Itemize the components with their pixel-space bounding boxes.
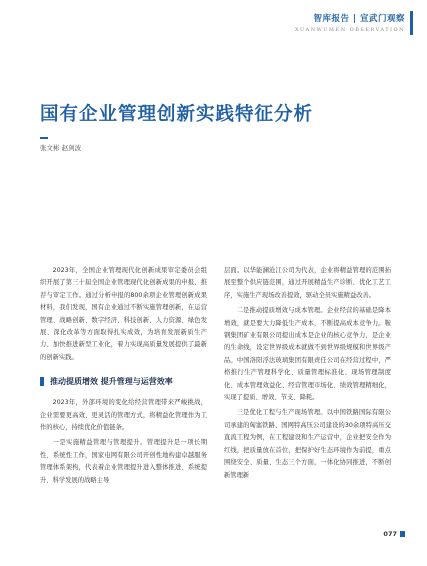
- section-subhead: [40, 376, 207, 387]
- subhead-marker: [40, 377, 44, 386]
- page-number: 077: [383, 530, 397, 538]
- section-label-en: XUANWUMEN OBSERVATION: [294, 27, 405, 33]
- paragraph: 2023年，外部环境的变化给经营管理带来严峻挑战，企业需要更高效、更灵活的管理方式，将精益化管理作为工作的核心，持续优化价值链条。: [40, 399, 207, 432]
- paragraph: 2023年，全国企业管理现代化创新成果审定委员会组织开展了第三十届全国企业管理现代化创新成果的申报、推荐与审定工作。通过分析申报的800余项企业管理创新成果材料，我们发现，国有企业通过不断实施管理创新，在运营管理、战略创新、数字经济、科技创新、人力资源、绿色发展、深化改革等方面取得扎实成效，为培育发展新质生产力、加快推进新型工业化，着力实现高质量发展提供了最新的创新实践。: [40, 267, 207, 361]
- article-title: 国有企业管理创新实践特征分析: [40, 104, 314, 125]
- title-rule: [40, 137, 48, 139]
- article-authors: 张文彬 赵剑波: [40, 144, 82, 152]
- header-accent-bar: [410, 11, 413, 35]
- subhead-text: 推动提质增效 提升管理与运营效率: [50, 377, 173, 387]
- paragraph: 一是实施精益管理与管理提升。管理提升是一项长期性、系统性工作，国家电网有限公司开创性地构建卓越服务管理体系架构，代表着企业管理提升进入整体推进、系统提升、科学发展的战略主导: [40, 439, 207, 484]
- left-column: [40, 265, 207, 490]
- paragraph-continued: 层面。以华能澜沧江公司为代表，企业将精益管理的范围拓展至整个供应链范围，通过开展精益生产诊断、优化工艺工序，实施生产现场改善提效，驱动全员实施精益改善。: [224, 267, 391, 299]
- section-label: 智库报告 | 宣武门观察: [313, 14, 405, 24]
- paragraph: 二是推动提质增效与成本管理。企业经营的基础是降本增效，就是要大力降低生产成本，不断提高成本竞争力。鞍钢集团矿业有限公司提出成本是企业的核心竞争力，是企业的生命线，设定世界级成本就做不到世界级规模和世界级产品。中国洛阳浮法玻璃集团有限责任公司在经营过程中，严格推行生产管理科学化、质量管理标准化、现场管理制度化、成本管理效益化、经营管理市场化、绩效管理精细化，实现了提质、增效、节支、降耗。: [224, 307, 391, 402]
- section-header: [295, 12, 405, 33]
- paragraph: 三是优化工程与生产现场管理。以中国铁路国际有限公司承建的匈塞铁路、国网特高压公司建设的30余项特高压交直流工程为例，在工程建设和生产运营中，企业把安全作为红线，把质量放在首位，把保护好生态环境作为前提，重点围绕安全、质量、生态三个方面，一体化协同推进，不断创新管理新: [224, 409, 391, 479]
- right-column: [224, 265, 391, 485]
- page-number-marker: [400, 531, 405, 537]
